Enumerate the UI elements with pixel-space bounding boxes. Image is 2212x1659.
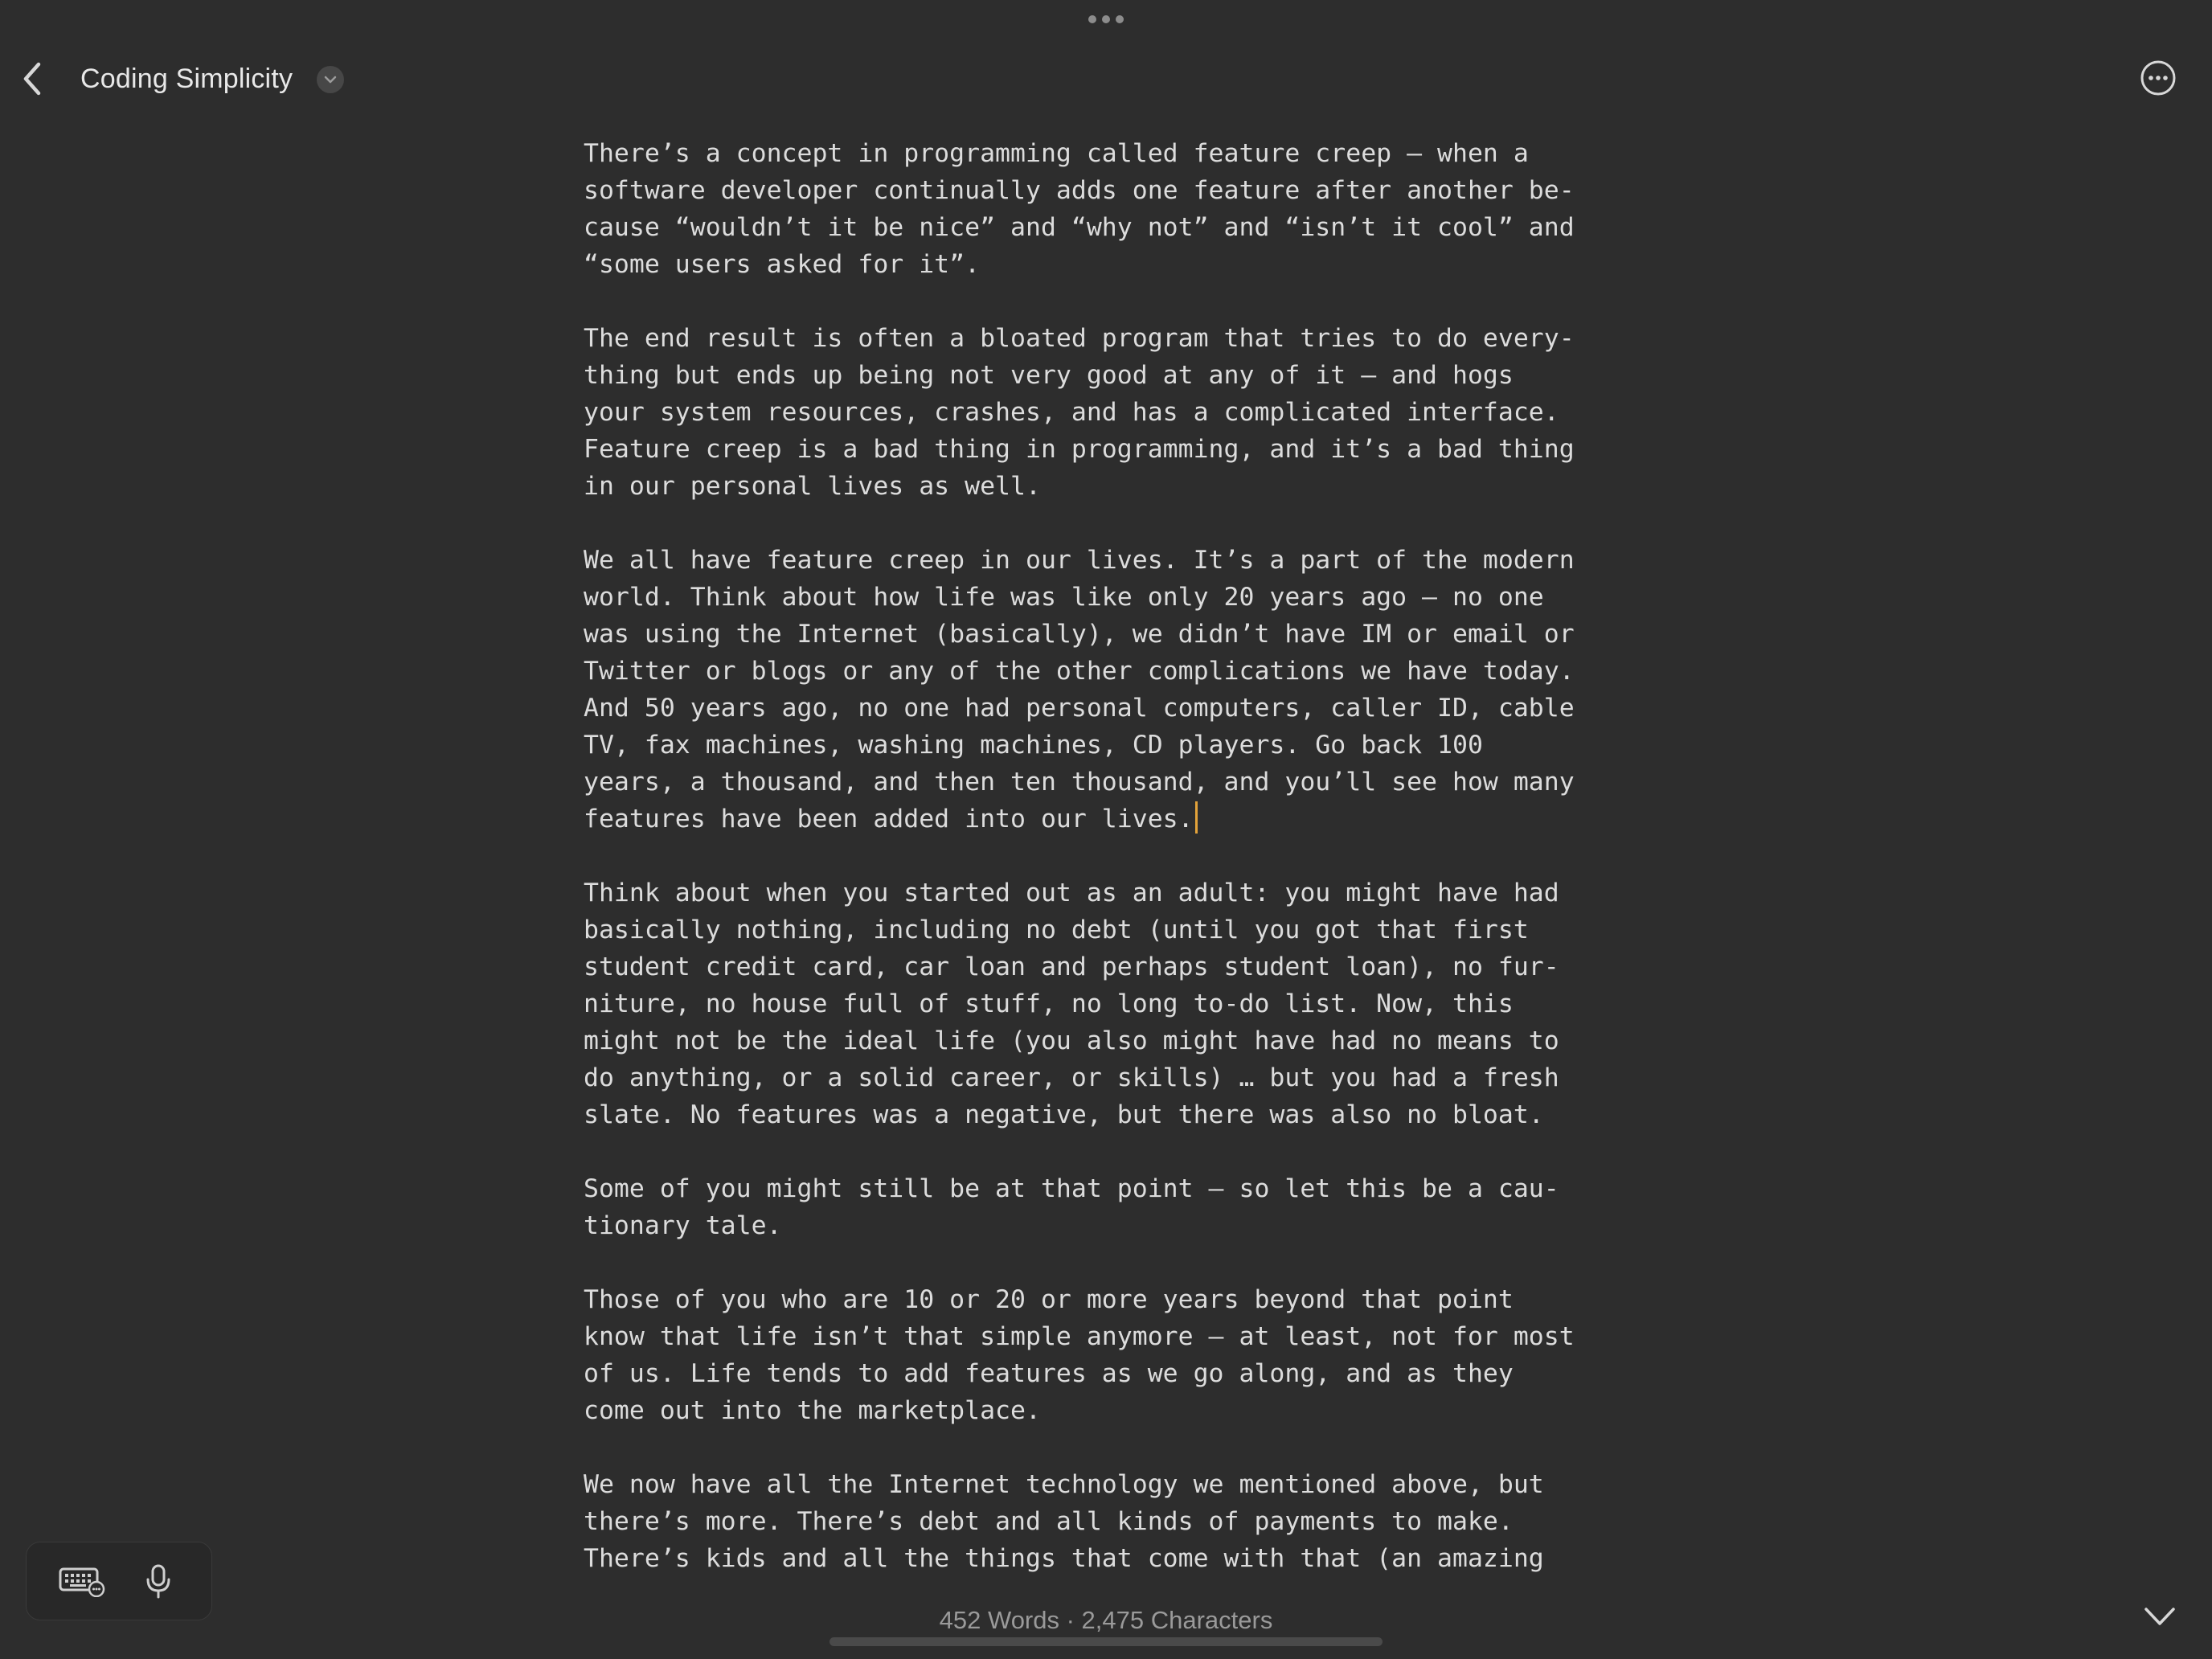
text-line: come out into the marketplace. — [584, 1396, 1041, 1425]
home-indicator[interactable] — [830, 1637, 1382, 1646]
text-line: Some of you might still be at that point — so let this be a cau- — [584, 1174, 1559, 1203]
dot — [1088, 15, 1096, 23]
text-line: of us. Life tends to add features as we go along, and as they — [584, 1359, 1514, 1388]
chevron-down-icon — [323, 75, 338, 84]
chevron-down-icon — [2141, 1603, 2178, 1630]
more-options-button[interactable] — [2140, 59, 2177, 96]
word-count-status: 452 Words · 2,475 Characters — [939, 1606, 1273, 1634]
text-line: world. Think about how life was like only 20 years ago — no one — [584, 583, 1544, 612]
text-line: “some users asked for it”. — [584, 250, 981, 279]
paragraph — [584, 135, 1628, 283]
dot — [1116, 15, 1124, 23]
microphone-icon — [144, 1563, 173, 1600]
text-line: tionary tale. — [584, 1211, 782, 1240]
text-line: thing but ends up being not very good at any of it — and hogs — [584, 361, 1514, 390]
chevron-left-icon — [21, 61, 43, 96]
paragraph — [584, 1170, 1628, 1244]
collapse-button[interactable] — [2141, 1603, 2178, 1630]
text-line: Twitter or blogs or any of the other complications we have today. — [584, 657, 1575, 686]
text-line: cause “wouldn’t it be nice” and “why not” and “isn’t it cool” and — [584, 213, 1575, 242]
paragraph — [584, 1281, 1628, 1429]
more-dots-icon[interactable] — [1088, 11, 1124, 27]
dot — [1102, 15, 1110, 23]
text-line: was using the Internet (basically), we didn’t have IM or email or — [584, 620, 1575, 649]
text-line: We now have all the Internet technology we mentioned above, but — [584, 1470, 1544, 1499]
text-line: Think about when you started out as an adult: you might have had — [584, 879, 1559, 907]
document-title[interactable]: Coding Simplicity — [80, 63, 293, 94]
text-editor[interactable] — [584, 135, 1628, 1582]
paragraph — [584, 320, 1628, 505]
text-line: your system resources, crashes, and has a complicated interface. — [584, 398, 1559, 427]
text-line: in our personal lives as well. — [584, 472, 1041, 501]
back-button[interactable] — [14, 56, 50, 101]
text-line: The end result is often a bloated program that tries to do every- — [584, 324, 1575, 353]
text-line: years, a thousand, and then ten thousand, and you’ll see how many — [584, 768, 1575, 797]
keyboard-icon — [59, 1567, 105, 1597]
paragraph — [584, 542, 1628, 838]
text-line: There’s a concept in programming called feature creep — when a — [584, 139, 1529, 168]
paragraph — [584, 1466, 1628, 1577]
text-line: software developer continually adds one feature after another be- — [584, 176, 1575, 205]
keyboard-button[interactable] — [59, 1567, 105, 1597]
text-line: TV, fax machines, washing machines, CD players. Go back 100 — [584, 731, 1483, 760]
text-line: features have been added into our lives. — [584, 805, 1194, 834]
text-line: slate. No features was a negative, but there was also no bloat. — [584, 1100, 1544, 1129]
text-caret — [1195, 801, 1198, 834]
text-line: do anything, or a solid career, or skills) … but you had a fresh — [584, 1063, 1559, 1092]
text-line: might not be the ideal life (you also might have had no means to — [584, 1026, 1559, 1055]
text-line: student credit card, car loan and perhaps student loan), no fur- — [584, 952, 1559, 981]
text-line: Feature creep is a bad thing in programming, and it’s a bad thing — [584, 435, 1575, 464]
text-line: And 50 years ago, no one had personal computers, caller ID, cable — [584, 694, 1575, 723]
text-line: There’s kids and all the things that come with that (an amazing — [584, 1544, 1544, 1573]
title-menu-button[interactable] — [317, 66, 344, 93]
text-line: niture, no house full of stuff, no long to-do list. Now, this — [584, 989, 1514, 1018]
text-line: basically nothing, including no debt (until you got that first — [584, 916, 1529, 944]
text-line: there’s more. There’s debt and all kinds of payments to make. — [584, 1507, 1514, 1536]
ellipsis-circle-icon — [2140, 59, 2177, 96]
paragraph — [584, 875, 1628, 1133]
text-line: Those of you who are 10 or 20 or more years beyond that point — [584, 1285, 1514, 1314]
text-line: We all have feature creep in our lives. It’s a part of the modern — [584, 546, 1575, 575]
dictation-button[interactable] — [144, 1563, 173, 1600]
text-line: know that life isn’t that simple anymore — at least, not for most — [584, 1322, 1575, 1351]
